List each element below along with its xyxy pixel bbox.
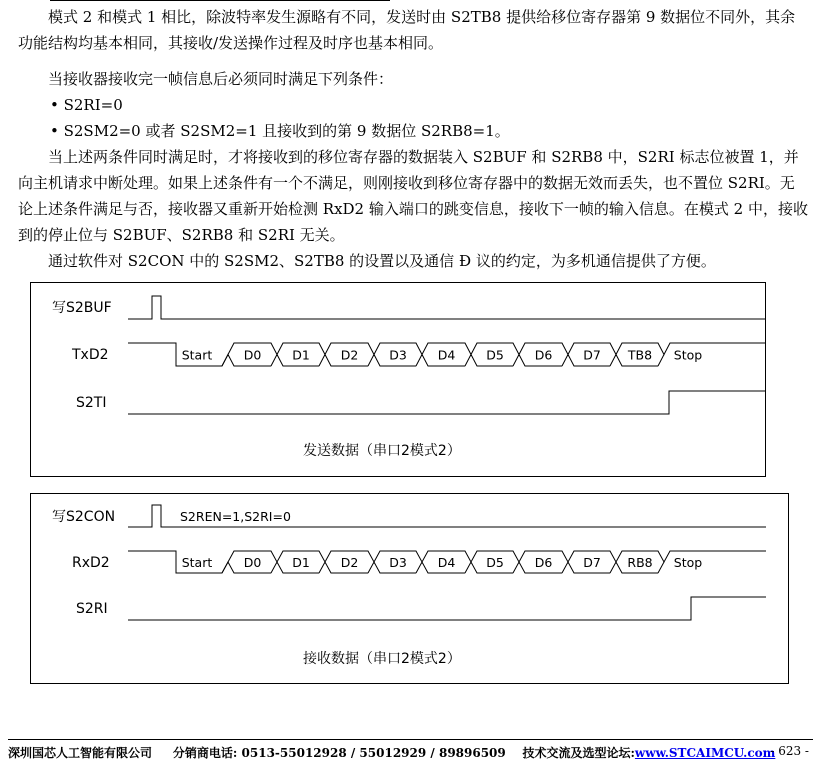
rx-cell-d4: D4 — [437, 555, 456, 570]
rx-cell-d3: D3 — [389, 555, 407, 570]
tx-cell-d2: D2 — [340, 347, 359, 363]
rx-s2ri-line — [128, 597, 766, 620]
rx-signal-s2ri-label: S2RI — [76, 601, 108, 617]
rx-caption: 接收数据（串口2模式2） — [303, 651, 461, 667]
tx-cell-d1: D1 — [292, 347, 310, 363]
tx-signal-txd2-label: TxD2 — [72, 347, 109, 363]
rx-cell-d2: D2 — [340, 555, 359, 570]
paragraph-multiprocessor: 通过软件对 S2CON 中的 S2SM2、S2TB8 的设置以及通信 Ð 议的约定，为多机通信提供了方便。 — [48, 252, 716, 270]
rx-cell-d0: D0 — [243, 555, 262, 570]
tx-cell-d7: D7 — [583, 347, 601, 363]
paragraph-mode2-compare: 模式 2 和模式 1 相比，除波特率发生源略有不同，发送时由 S2TB8 提供给移位寄存器第 9 数据位不同外，其余功能结构均基本相同，其接收/发送操作过程及时序也基本相同。 — [18, 8, 796, 52]
rx-cell-d7: D7 — [583, 555, 601, 570]
paragraph-receive-logic: 当上述两条件同时满足时，才将接收到的移位寄存器的数据装入 S2BUF 和 S2RB8 中，S2RI 标志位被置 1，并向主机请求中断处理。如果上述条件有一个不满足，则刚接收到移位寄存器中的数据无效而丢失，也不置位 S2RI。无论上述条件满足与否，接收器又重新开始检测 RxD2 输入端口的跳变信息，接收下一帧的输入信息。在模式 2 中，接收到的停止位与 S2BUF、S2RB8 和 S2RI 无关。 — [18, 148, 808, 244]
page-footer — [8, 744, 813, 761]
tx-signal-s2ti-label: S2TI — [76, 395, 107, 411]
tx-cell-d4: D4 — [437, 347, 456, 363]
tx-s2ti-line — [128, 391, 766, 414]
footer-rule — [8, 739, 813, 740]
rx-signal-rxd2-label: RxD2 — [72, 555, 110, 571]
rx-cell-rb8: RB8 — [627, 555, 653, 570]
rx-cell-d6: D6 — [534, 555, 553, 570]
rx-cell-d5: D5 — [486, 555, 504, 570]
tx-cell-d5: D5 — [486, 347, 504, 363]
page-number: - 623 - — [770, 744, 809, 758]
tx-cell-tb8: TB8 — [627, 347, 653, 363]
footer-forum-label: 技术交流及选型论坛: — [522, 746, 635, 760]
rx-cell-labels — [182, 555, 703, 570]
tx-cell-d3: D3 — [389, 347, 407, 363]
rx-write-note: S2REN=1,S2RI=0 — [180, 509, 291, 524]
condition-item-2: • S2SM2=0 或者 S2SM2=1 且接收到的第 9 数据位 S2RB8=1。 — [50, 122, 510, 140]
rx-cell-d1: D1 — [292, 555, 310, 570]
tx-write-pulse — [128, 296, 766, 319]
paragraph-conditions-intro: 当接收器接收完一帧信息后必须同时满足下列条件： — [48, 70, 394, 88]
tx-caption: 发送数据（串口2模式2） — [303, 443, 461, 459]
tx-cell-start: Start — [181, 347, 213, 363]
rx-cell-start: Start — [181, 555, 213, 570]
footer-url-link[interactable]: www.STCAIMCU.com — [634, 746, 776, 760]
rx-signal-write-label: 写S2CON — [52, 509, 116, 525]
footer-phone: 分销商电话: 0513-55012928 / 55012929 / 89896509 — [172, 746, 506, 760]
footer-company: 深圳国芯人工智能有限公司 — [8, 746, 153, 760]
condition-item-1: • S2RI=0 — [50, 96, 123, 114]
tx-cell-stop: Stop — [673, 347, 703, 363]
tx-signal-write-label: 写S2BUF — [52, 300, 112, 316]
tx-cell-labels — [182, 348, 703, 363]
tx-cell-d6: D6 — [534, 347, 553, 363]
tx-cell-d0: D0 — [243, 347, 262, 363]
rx-cell-stop: Stop — [673, 555, 703, 570]
